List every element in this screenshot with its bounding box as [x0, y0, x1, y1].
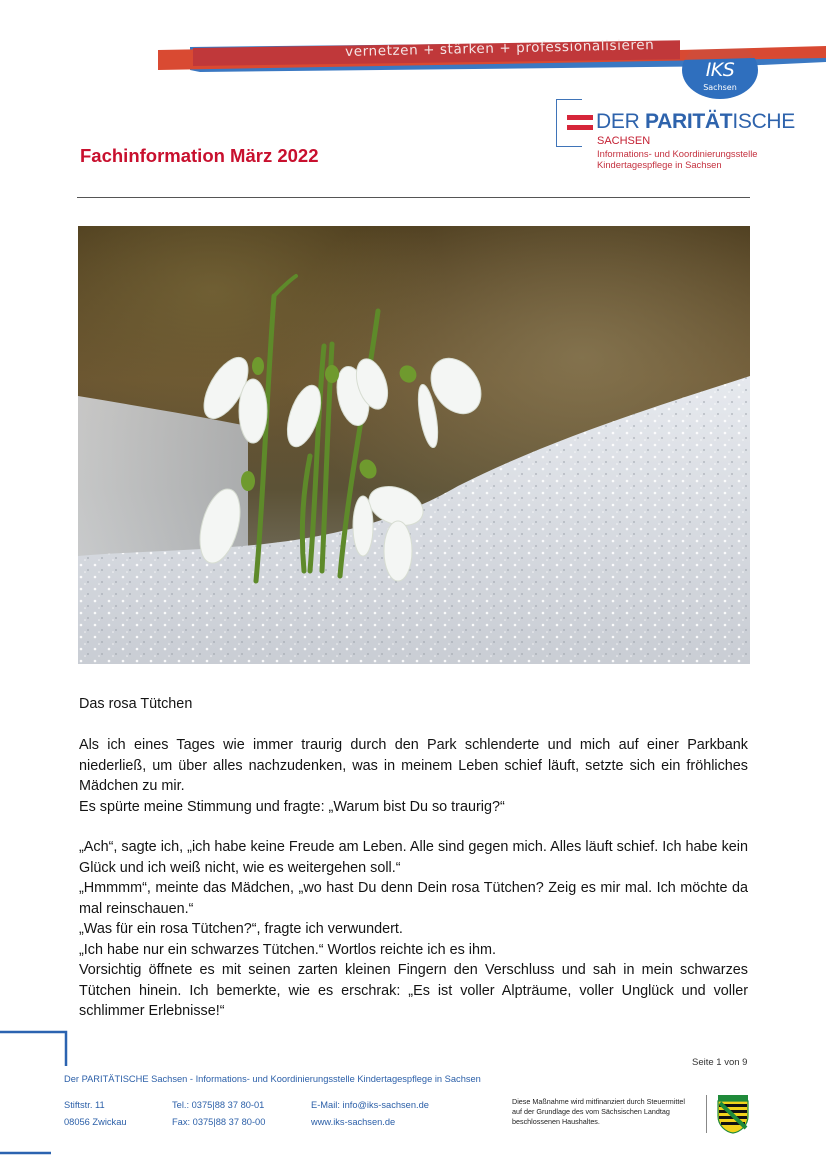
- logo-wordmark: DER PARITÄTISCHE: [596, 110, 796, 133]
- banner-slogan: vernetzen + stärken + professionalisieren: [345, 36, 655, 60]
- saxony-coat-of-arms-icon: [716, 1094, 750, 1134]
- page-indicator: Seite 1 von 9: [692, 1057, 748, 1068]
- paragraph: „Hmmmm“, meinte das Mädchen, „wo hast Du denn Dein rosa Tütchen? Zeig es mir mal. Ich möchte da mal reinschauen.“: [79, 880, 748, 917]
- paragraph: „Was für ein rosa Tütchen?“, fragte ich verwundert.: [79, 921, 403, 937]
- paragraph: Vorsichtig öffnete es mit seinen zarten kleinen Fingern den Verschluss und sah in mein schwarzes Tütchen hinein. Ich bemerkte, wie es erschrak: „Es ist voller Alpträume, voller Unglück und voller schlimmer Erlebnisse!“: [79, 962, 748, 1019]
- logo-subtitle-line2: Kindertagespflege in Sachsen: [597, 159, 722, 170]
- phone-number[interactable]: Tel.: 0375|88 37 80-01: [172, 1100, 265, 1110]
- paragraph: Als ich eines Tages wie immer traurig durch den Park schlenderte und mich auf einer Parkbank niederließ, um über alles nachzudenken, was in meinem Leben schief läuft, setzte sich ein fröhliches Mädchen zu mir.: [79, 737, 748, 794]
- header-divider: [77, 197, 750, 198]
- address-street: Stiftstr. 11: [64, 1100, 105, 1110]
- logo-subtitle-line1: Informations- und Koordinierungsstelle: [597, 148, 758, 159]
- fax-number: Fax: 0375|88 37 80-00: [172, 1117, 266, 1127]
- paragraph: „Ich habe nur ein schwarzes Tütchen.“ Wortlos reichte ich es ihm.: [79, 941, 496, 958]
- snowdrops-photo: [78, 226, 750, 664]
- logo-region: SACHSEN: [597, 135, 651, 147]
- logo-equals-bar-top: [567, 115, 593, 120]
- address-city: 08056 Zwickau: [64, 1117, 127, 1127]
- funding-note: Diese Maßnahme wird mitfinanziert durch Steuermittel auf der Grundlage des vom Sächsischen Landtag beschlossenen Haushaltes.: [512, 1097, 685, 1126]
- paragraph: Es spürte meine Stimmung und fragte: „Warum bist Du so traurig?“: [79, 798, 505, 815]
- logo-frame: [556, 99, 582, 147]
- document-title: Fachinformation März 2022: [80, 145, 319, 166]
- story-title: Das rosa Tütchen: [79, 696, 193, 712]
- logo-equals-bar-bottom: [567, 125, 593, 130]
- footer-web: [311, 1097, 429, 1131]
- footer-phone: [172, 1097, 265, 1131]
- story-block-1: [79, 735, 748, 817]
- email-link[interactable]: E-Mail: info@iks-sachsen.de: [311, 1100, 429, 1110]
- iks-badge-subtitle: Sachsen: [703, 83, 737, 92]
- website-link[interactable]: www.iks-sachsen.de: [311, 1117, 396, 1127]
- footer-organization: Der PARITÄTISCHE Sachsen - Informations- und Koordinierungsstelle Kindertagespflege in Sachsen: [64, 1074, 481, 1084]
- iks-badge-title: IKS: [705, 59, 735, 81]
- paragraph: „Ach“, sagte ich, „ich habe keine Freude am Leben. Alle sind gegen mich. Alles läuft schief. Ich habe kein Glück und ich weiß nicht, wie es weitergehen soll.“: [79, 839, 748, 876]
- footer-separator: [706, 1095, 707, 1133]
- story-block-2: [79, 837, 748, 1022]
- footer-address: [64, 1097, 127, 1131]
